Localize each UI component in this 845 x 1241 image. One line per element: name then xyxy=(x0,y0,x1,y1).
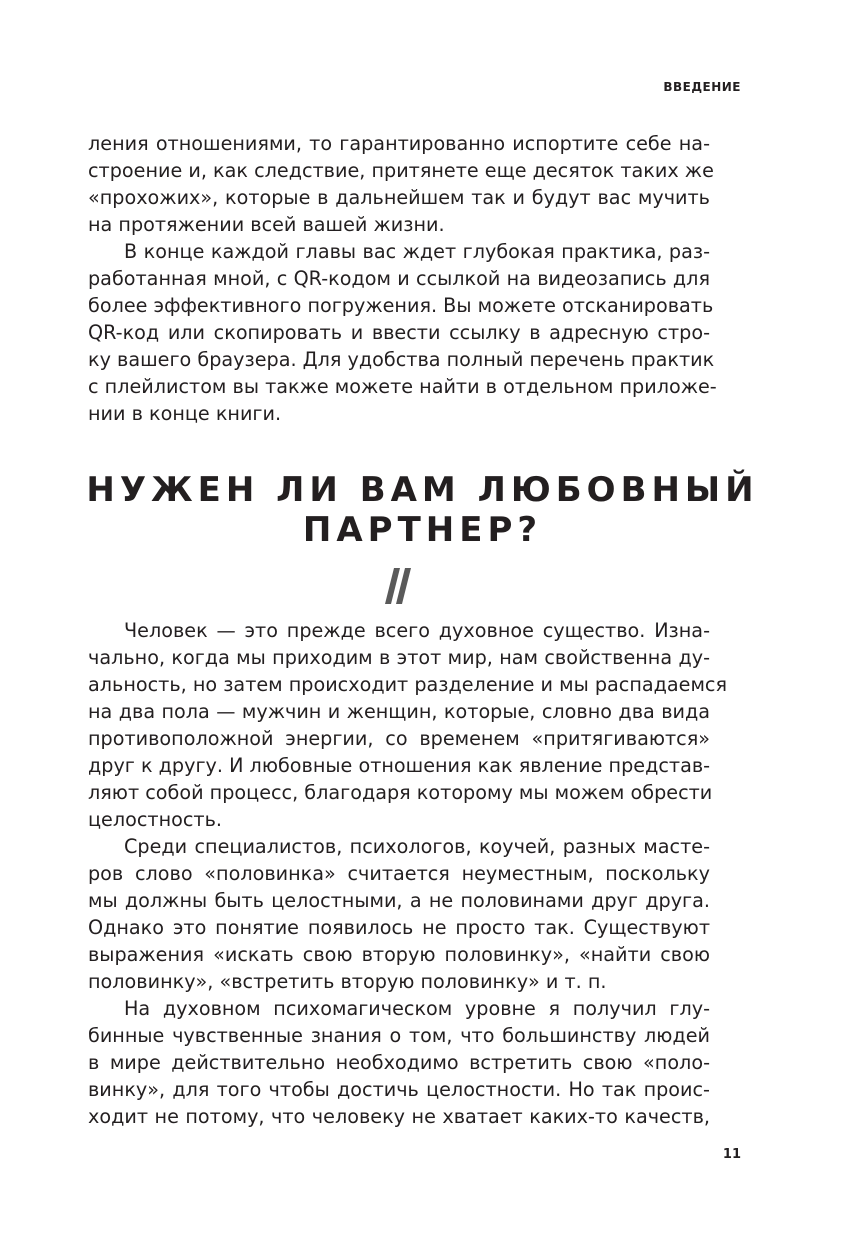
text-line: противоположной энергии, со временем «притягиваются» xyxy=(88,727,710,750)
text-line: Среди специалистов, психологов, коучей, разных масте- xyxy=(124,835,710,858)
running-head: ВВЕДЕНИЕ xyxy=(663,80,741,94)
text-line: QR-код или скопировать и ввести ссылку в адресную стро- xyxy=(88,321,710,344)
text-line: нии в конце книги. xyxy=(88,402,282,425)
section-body-text xyxy=(88,617,728,1130)
text-line: Однако это понятие появилось не просто так. Существуют xyxy=(88,916,710,939)
text-line: На духовном психомагическом уровне я получил глу- xyxy=(124,997,710,1020)
text-line: ров слово «половинка» считается неуместным, поскольку xyxy=(88,862,710,885)
text-line: работанная мной, с QR-кодом и ссылкой на видеозапись для xyxy=(88,267,710,290)
section-title-line: НУЖЕН ЛИ ВАМ ЛЮБОВНЫЙ xyxy=(86,470,759,510)
text-line: с плейлистом вы также можете найти в отдельном приложе- xyxy=(88,375,717,398)
text-line: альность, но затем происходит разделение и мы распадаемся xyxy=(88,673,728,696)
text-line: строение и, как следствие, притянете еще десяток таких же xyxy=(88,159,714,182)
text-line: более эффективного погружения. Вы можете отсканировать xyxy=(88,294,714,317)
intro-text xyxy=(88,130,717,427)
text-line: на протяжении всей вашей жизни. xyxy=(88,213,445,236)
text-line: винку», для того чтобы достичь целостности. Но так проис- xyxy=(88,1078,710,1101)
text-line: ления отношениями, то гарантированно испортите себе на- xyxy=(88,132,710,155)
text-line: мы должны быть целостными, а не половинами друг друга. xyxy=(88,889,710,912)
text-line: целостность. xyxy=(88,808,223,831)
page-number: 11 xyxy=(722,1147,741,1162)
text-line: В конце каждой главы вас ждет глубокая практика, раз- xyxy=(124,240,710,263)
text-line: в мире действительно необходимо встретить свою «поло- xyxy=(88,1051,710,1074)
text-line: бинные чувственные знания о том, что большинству людей xyxy=(88,1024,710,1047)
text-line: половинку», «встретить вторую половинку» и т. п. xyxy=(88,970,607,993)
section-title-line: ПАРТНЕР? xyxy=(302,510,543,550)
text-line: ку вашего браузера. Для удобства полный перечень практик xyxy=(88,348,715,371)
text-line: чально, когда мы приходим в этот мир, нам свойственна ду- xyxy=(88,646,710,669)
text-line: выражения «искать свою вторую половинку», «найти свою xyxy=(88,943,710,966)
text-line: ляют собой процесс, благодаря которому мы можем обрести xyxy=(88,781,713,804)
text-line: «прохожих», которые в дальнейшем так и будут вас мучить xyxy=(88,186,710,209)
text-line: на два пола — мужчин и женщин, которые, словно два вида xyxy=(88,700,710,723)
double-slash-ornament-icon xyxy=(385,568,415,604)
text-line: Человек — это прежде всего духовное существо. Изна- xyxy=(124,619,710,642)
section-title xyxy=(60,470,785,550)
text-line: друг к другу. И любовные отношения как явление представ- xyxy=(88,754,711,777)
text-line: ходит не потому, что человеку не хватает каких-то качеств, xyxy=(88,1105,710,1128)
